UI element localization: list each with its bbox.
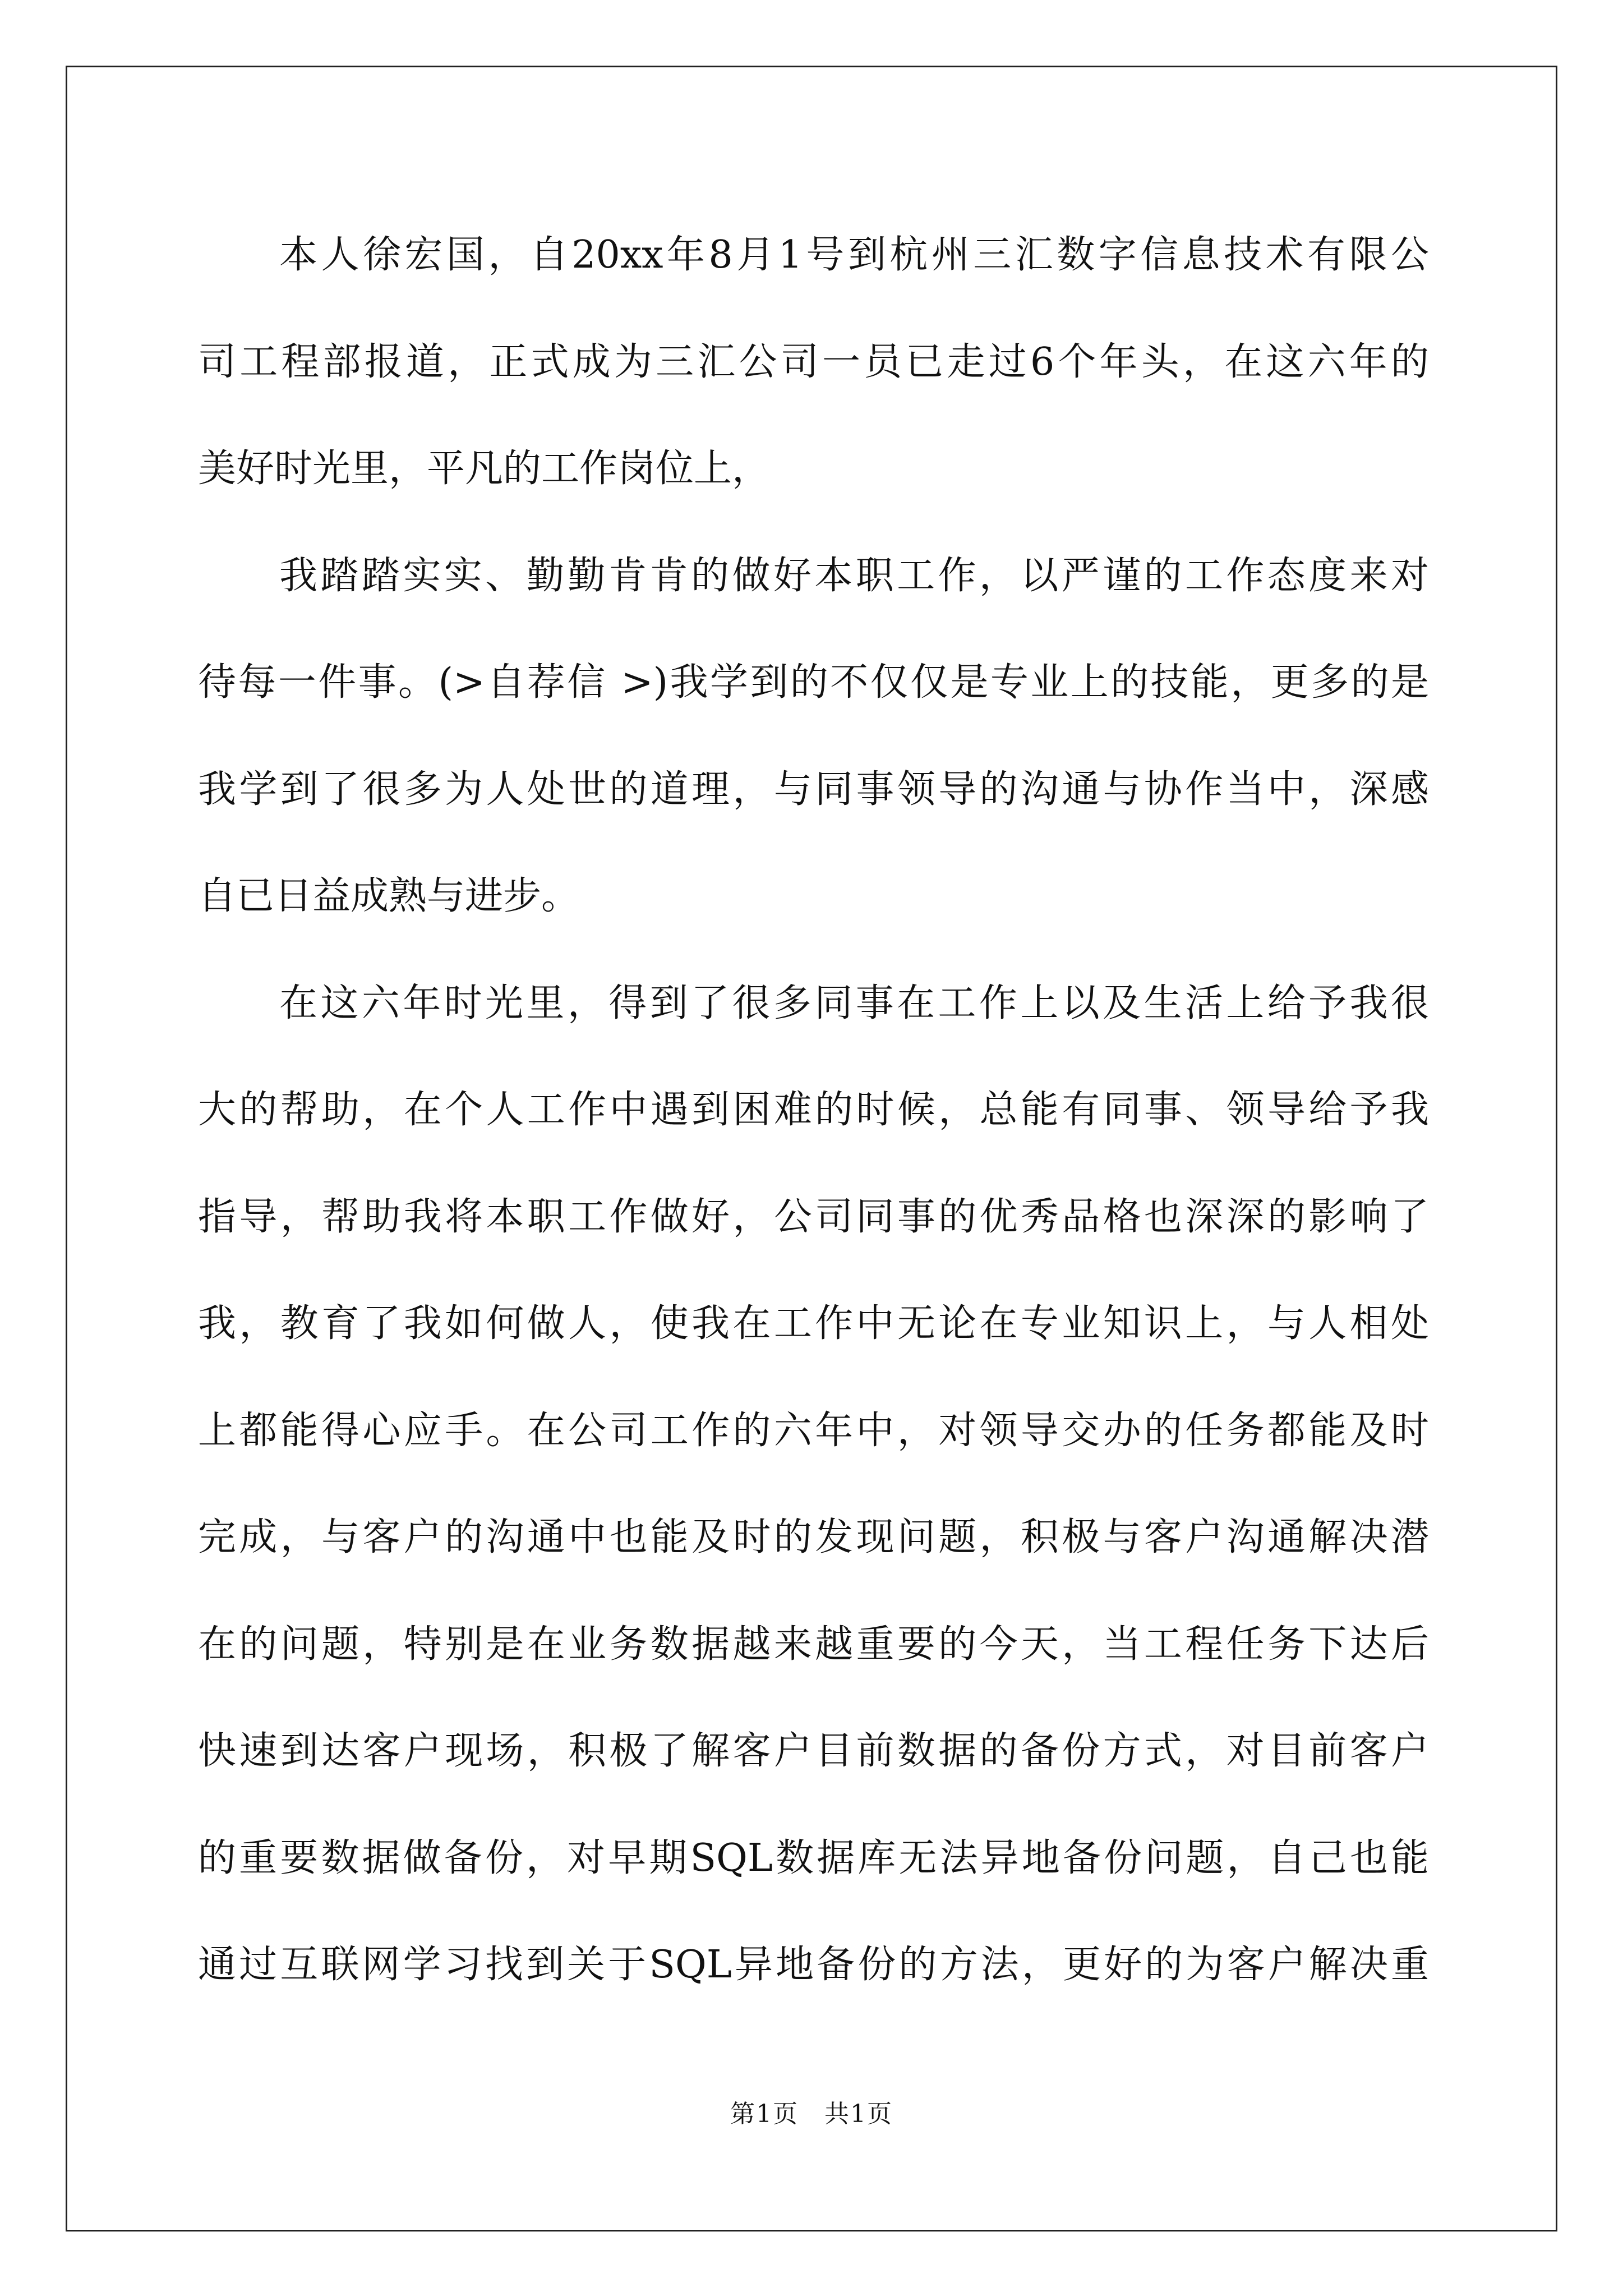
body-line: 在的问题，特别是在业务数据越来越重要的今天，当工程任务下达后 bbox=[198, 1622, 1429, 1667]
body-line: 大的帮助，在个人工作中遇到困难的时候，总能有同事、领导给予我 bbox=[198, 1088, 1429, 1132]
body-line: 我学到了很多为人处世的道理，与同事领导的沟通与协作当中，深感 bbox=[198, 767, 1429, 812]
body-line: 完成，与客户的沟通中也能及时的发现问题，积极与客户沟通解决潜 bbox=[198, 1515, 1429, 1559]
page-number-footer: 第1页 共1页 bbox=[730, 2100, 893, 2128]
body-line: 美好时光里，平凡的工作岗位上， bbox=[198, 447, 771, 491]
body-line: 的重要数据做备份，对早期SQL数据库无法异地备份问题，自己也能 bbox=[198, 1835, 1429, 1880]
body-line: 我，教育了我如何做人，使我在工作中无论在专业知识上，与人相处 bbox=[198, 1301, 1429, 1346]
body-line: 在这六年时光里，得到了很多同事在工作上以及生活上给予我很 bbox=[279, 981, 1429, 1025]
body-line: 司工程部报道，正式成为三汇公司一员已走过6个年头，在这六年的 bbox=[198, 339, 1429, 384]
body-line: 本人徐宏国，自20xx年8月1号到杭州三汇数字信息技术有限公 bbox=[279, 233, 1429, 277]
body-line: 通过互联网学习找到关于SQL异地备份的方法，更好的为客户解决重 bbox=[198, 1943, 1429, 1987]
body-line: 指导，帮助我将本职工作做好，公司同事的优秀品格也深深的影响了 bbox=[198, 1194, 1429, 1239]
body-line: 待每一件事。(>自荐信 >)我学到的不仅仅是专业上的技能，更多的是 bbox=[198, 660, 1429, 705]
body-line: 上都能得心应手。在公司工作的六年中，对领导交办的任务都能及时 bbox=[198, 1408, 1429, 1453]
body-line: 我踏踏实实、勤勤肯肯的做好本职工作，以严谨的工作态度来对 bbox=[279, 553, 1429, 598]
document-body bbox=[198, 202, 1429, 2019]
body-line: 快速到达客户现场，积极了解客户目前数据的备份方式，对目前客户 bbox=[198, 1729, 1429, 1773]
body-line: 自已日益成熟与进步。 bbox=[198, 874, 580, 918]
